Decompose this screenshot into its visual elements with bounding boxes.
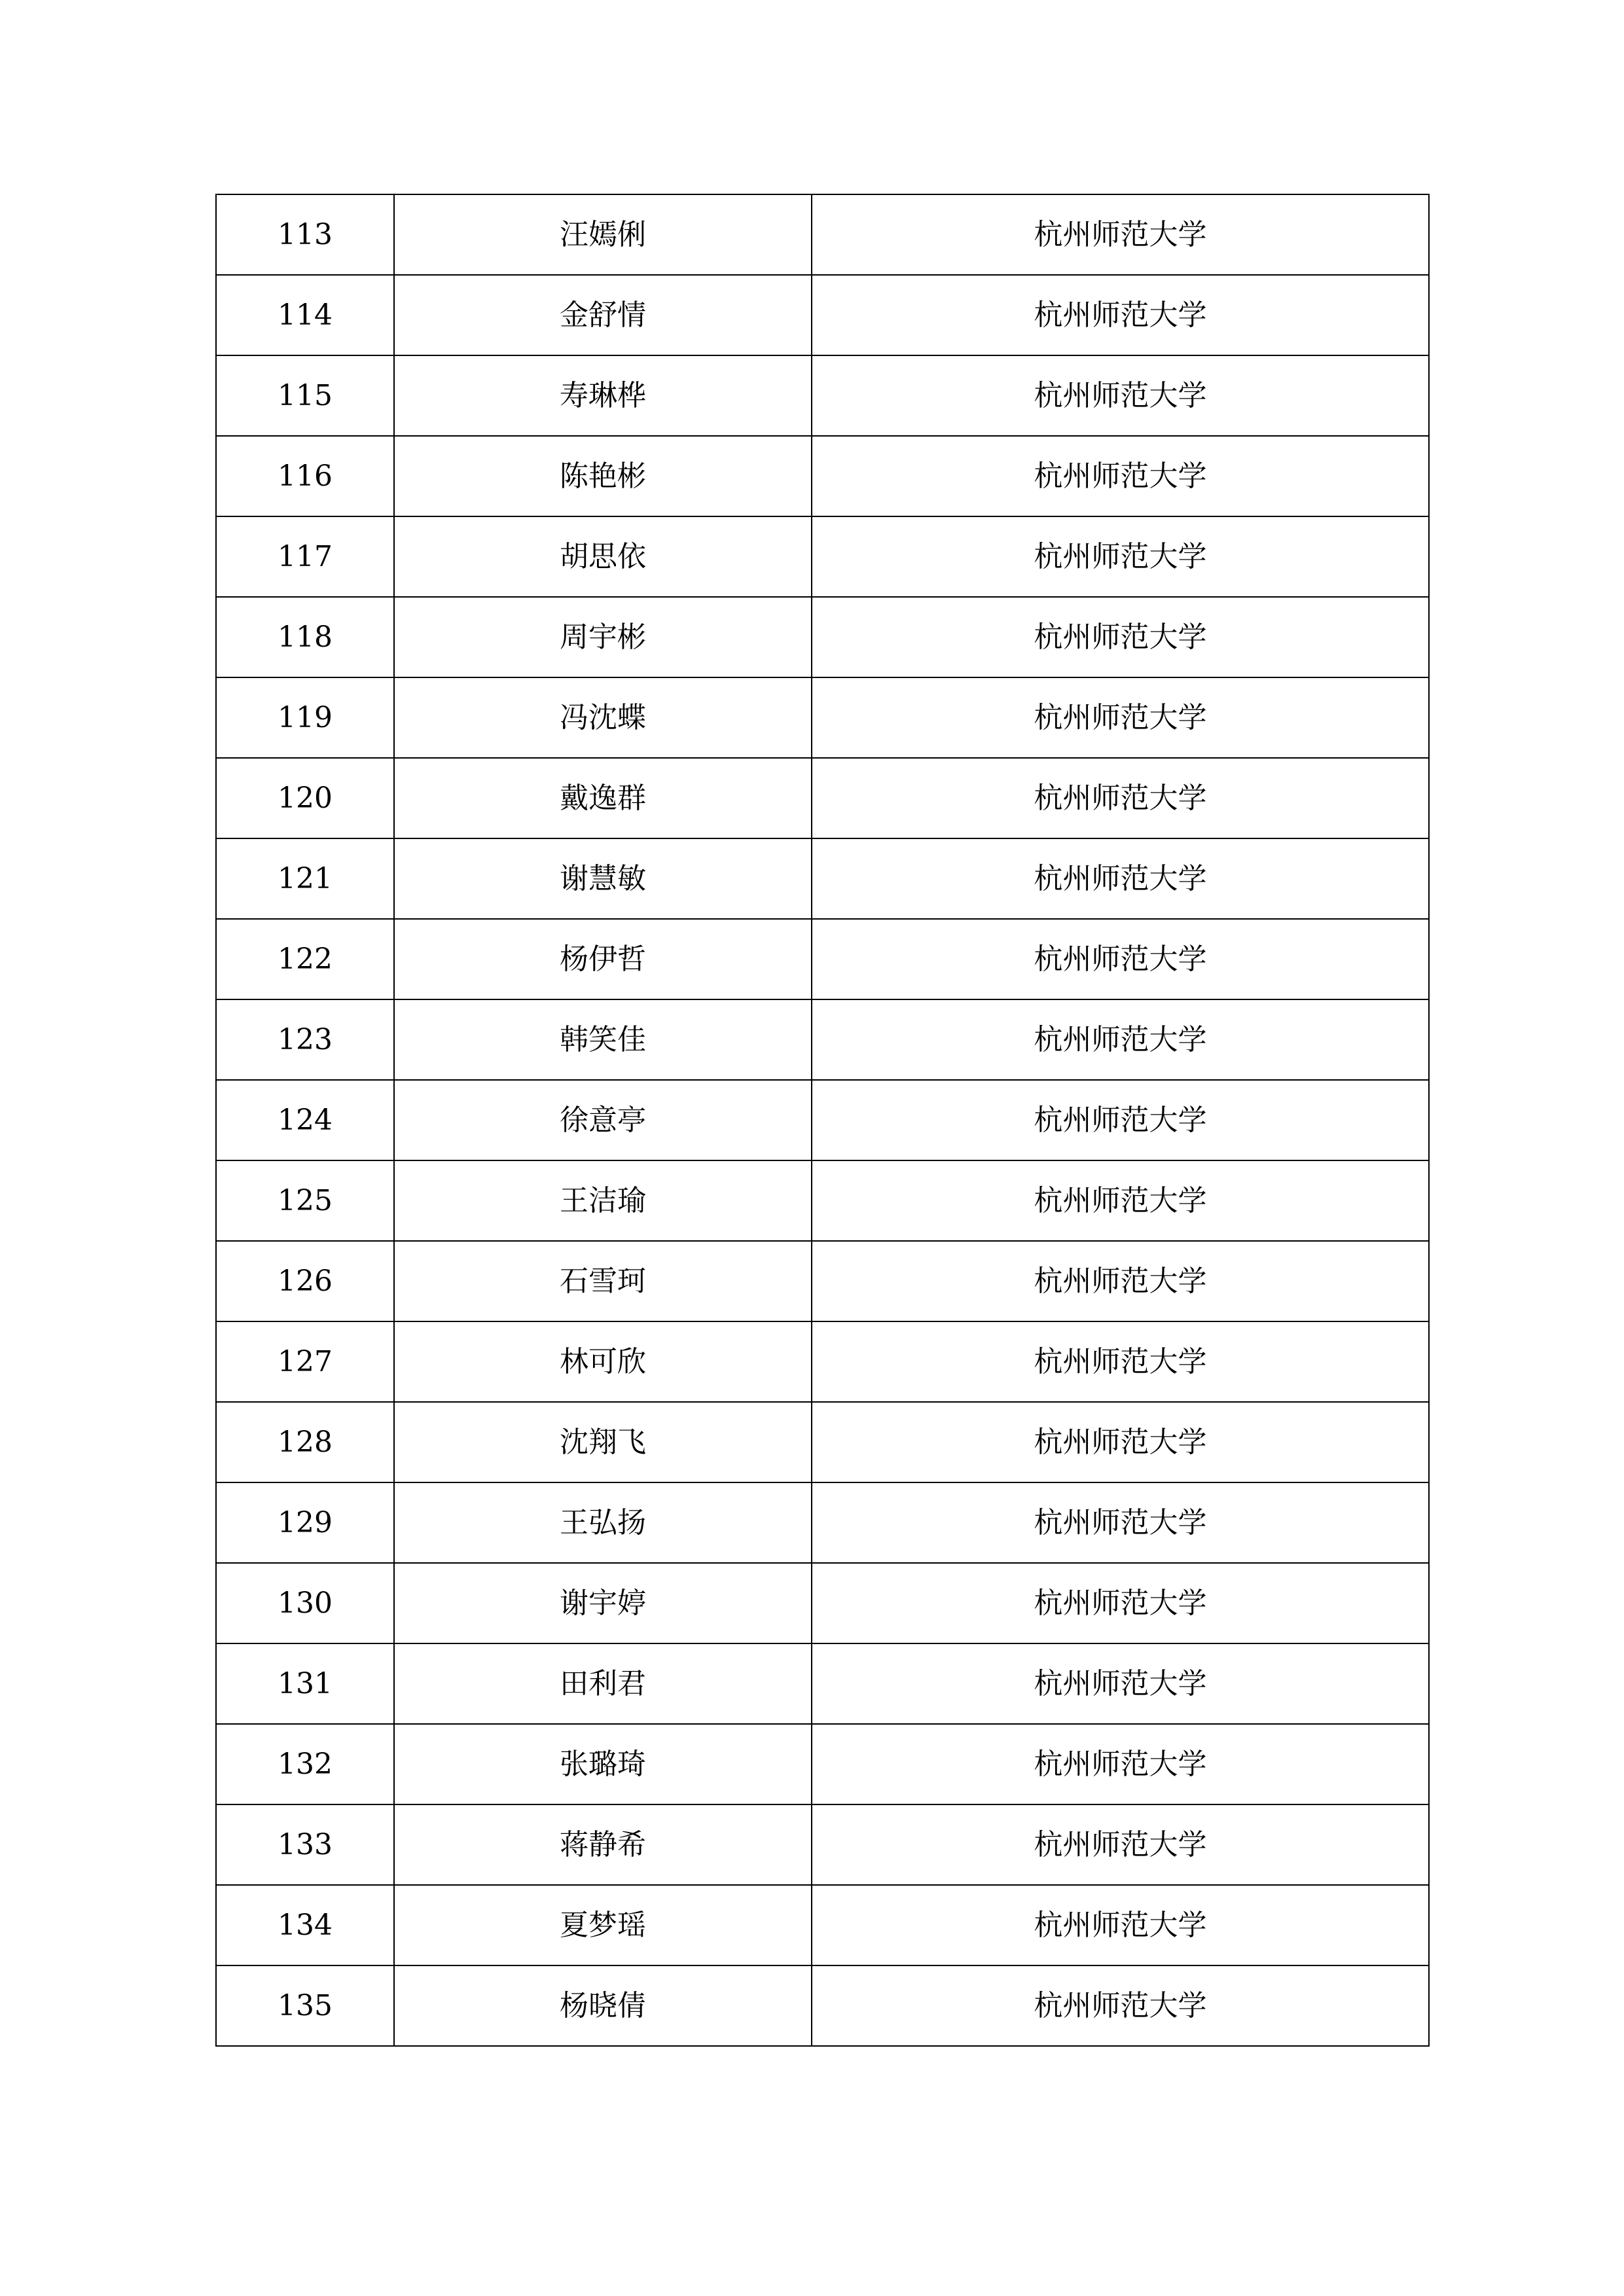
row-number: 125 [216, 1160, 394, 1241]
school-name: 杭州师范大学 [812, 1965, 1429, 2046]
school-name: 杭州师范大学 [812, 1804, 1429, 1885]
student-name: 夏梦瑶 [394, 1885, 812, 1965]
row-number: 123 [216, 999, 394, 1080]
student-name: 王弘扬 [394, 1482, 812, 1563]
student-name: 谢慧敏 [394, 838, 812, 919]
table-row [216, 1321, 1429, 1402]
table-row [216, 1724, 1429, 1804]
row-number: 129 [216, 1482, 394, 1563]
student-name: 周宇彬 [394, 597, 812, 677]
row-number: 115 [216, 355, 394, 436]
school-name: 杭州师范大学 [812, 1402, 1429, 1482]
row-number: 135 [216, 1965, 394, 2046]
school-name: 杭州师范大学 [812, 436, 1429, 516]
row-number: 121 [216, 838, 394, 919]
row-number: 130 [216, 1563, 394, 1643]
table-row [216, 275, 1429, 355]
row-number: 114 [216, 275, 394, 355]
table-row [216, 919, 1429, 999]
student-name: 张璐琦 [394, 1724, 812, 1804]
table-row [216, 838, 1429, 919]
student-name: 徐意亭 [394, 1080, 812, 1160]
table-row [216, 1160, 1429, 1241]
student-name: 冯沈蝶 [394, 677, 812, 758]
school-name: 杭州师范大学 [812, 1080, 1429, 1160]
row-number: 122 [216, 919, 394, 999]
school-name: 杭州师范大学 [812, 677, 1429, 758]
table-row [216, 677, 1429, 758]
student-name: 石雪珂 [394, 1241, 812, 1321]
school-name: 杭州师范大学 [812, 1482, 1429, 1563]
table-row [216, 355, 1429, 436]
row-number: 119 [216, 677, 394, 758]
school-name: 杭州师范大学 [812, 194, 1429, 275]
school-name: 杭州师范大学 [812, 758, 1429, 838]
student-name: 胡思依 [394, 516, 812, 597]
table-row [216, 1804, 1429, 1885]
school-name: 杭州师范大学 [812, 919, 1429, 999]
table-row [216, 1080, 1429, 1160]
school-name: 杭州师范大学 [812, 516, 1429, 597]
table-row [216, 1241, 1429, 1321]
school-name: 杭州师范大学 [812, 1885, 1429, 1965]
row-number: 117 [216, 516, 394, 597]
student-name: 谢宇婷 [394, 1563, 812, 1643]
table-row [216, 999, 1429, 1080]
student-name: 杨伊哲 [394, 919, 812, 999]
school-name: 杭州师范大学 [812, 1563, 1429, 1643]
school-name: 杭州师范大学 [812, 1241, 1429, 1321]
table-row [216, 436, 1429, 516]
student-name: 王洁瑜 [394, 1160, 812, 1241]
row-number: 131 [216, 1643, 394, 1724]
table-row [216, 597, 1429, 677]
school-name: 杭州师范大学 [812, 1724, 1429, 1804]
table-row [216, 1643, 1429, 1724]
roster-table-body [216, 194, 1429, 2046]
table-row [216, 1563, 1429, 1643]
school-name: 杭州师范大学 [812, 1160, 1429, 1241]
table-row [216, 1965, 1429, 2046]
school-name: 杭州师范大学 [812, 838, 1429, 919]
student-name: 戴逸群 [394, 758, 812, 838]
row-number: 124 [216, 1080, 394, 1160]
student-name: 陈艳彬 [394, 436, 812, 516]
student-name: 田利君 [394, 1643, 812, 1724]
row-number: 113 [216, 194, 394, 275]
row-number: 134 [216, 1885, 394, 1965]
student-name: 韩笑佳 [394, 999, 812, 1080]
school-name: 杭州师范大学 [812, 999, 1429, 1080]
school-name: 杭州师范大学 [812, 355, 1429, 436]
row-number: 127 [216, 1321, 394, 1402]
school-name: 杭州师范大学 [812, 1321, 1429, 1402]
row-number: 128 [216, 1402, 394, 1482]
student-name: 杨晓倩 [394, 1965, 812, 2046]
table-row [216, 516, 1429, 597]
table-row [216, 758, 1429, 838]
table-row [216, 1402, 1429, 1482]
row-number: 133 [216, 1804, 394, 1885]
student-name: 沈翔飞 [394, 1402, 812, 1482]
student-name: 金舒情 [394, 275, 812, 355]
table-row [216, 194, 1429, 275]
student-name: 汪嫣俐 [394, 194, 812, 275]
row-number: 118 [216, 597, 394, 677]
school-name: 杭州师范大学 [812, 275, 1429, 355]
school-name: 杭州师范大学 [812, 1643, 1429, 1724]
table-row [216, 1482, 1429, 1563]
student-name: 林可欣 [394, 1321, 812, 1402]
student-name: 蒋静希 [394, 1804, 812, 1885]
school-name: 杭州师范大学 [812, 597, 1429, 677]
table-row [216, 1885, 1429, 1965]
row-number: 126 [216, 1241, 394, 1321]
row-number: 120 [216, 758, 394, 838]
roster-table [215, 194, 1430, 2047]
row-number: 132 [216, 1724, 394, 1804]
row-number: 116 [216, 436, 394, 516]
student-name: 寿琳桦 [394, 355, 812, 436]
